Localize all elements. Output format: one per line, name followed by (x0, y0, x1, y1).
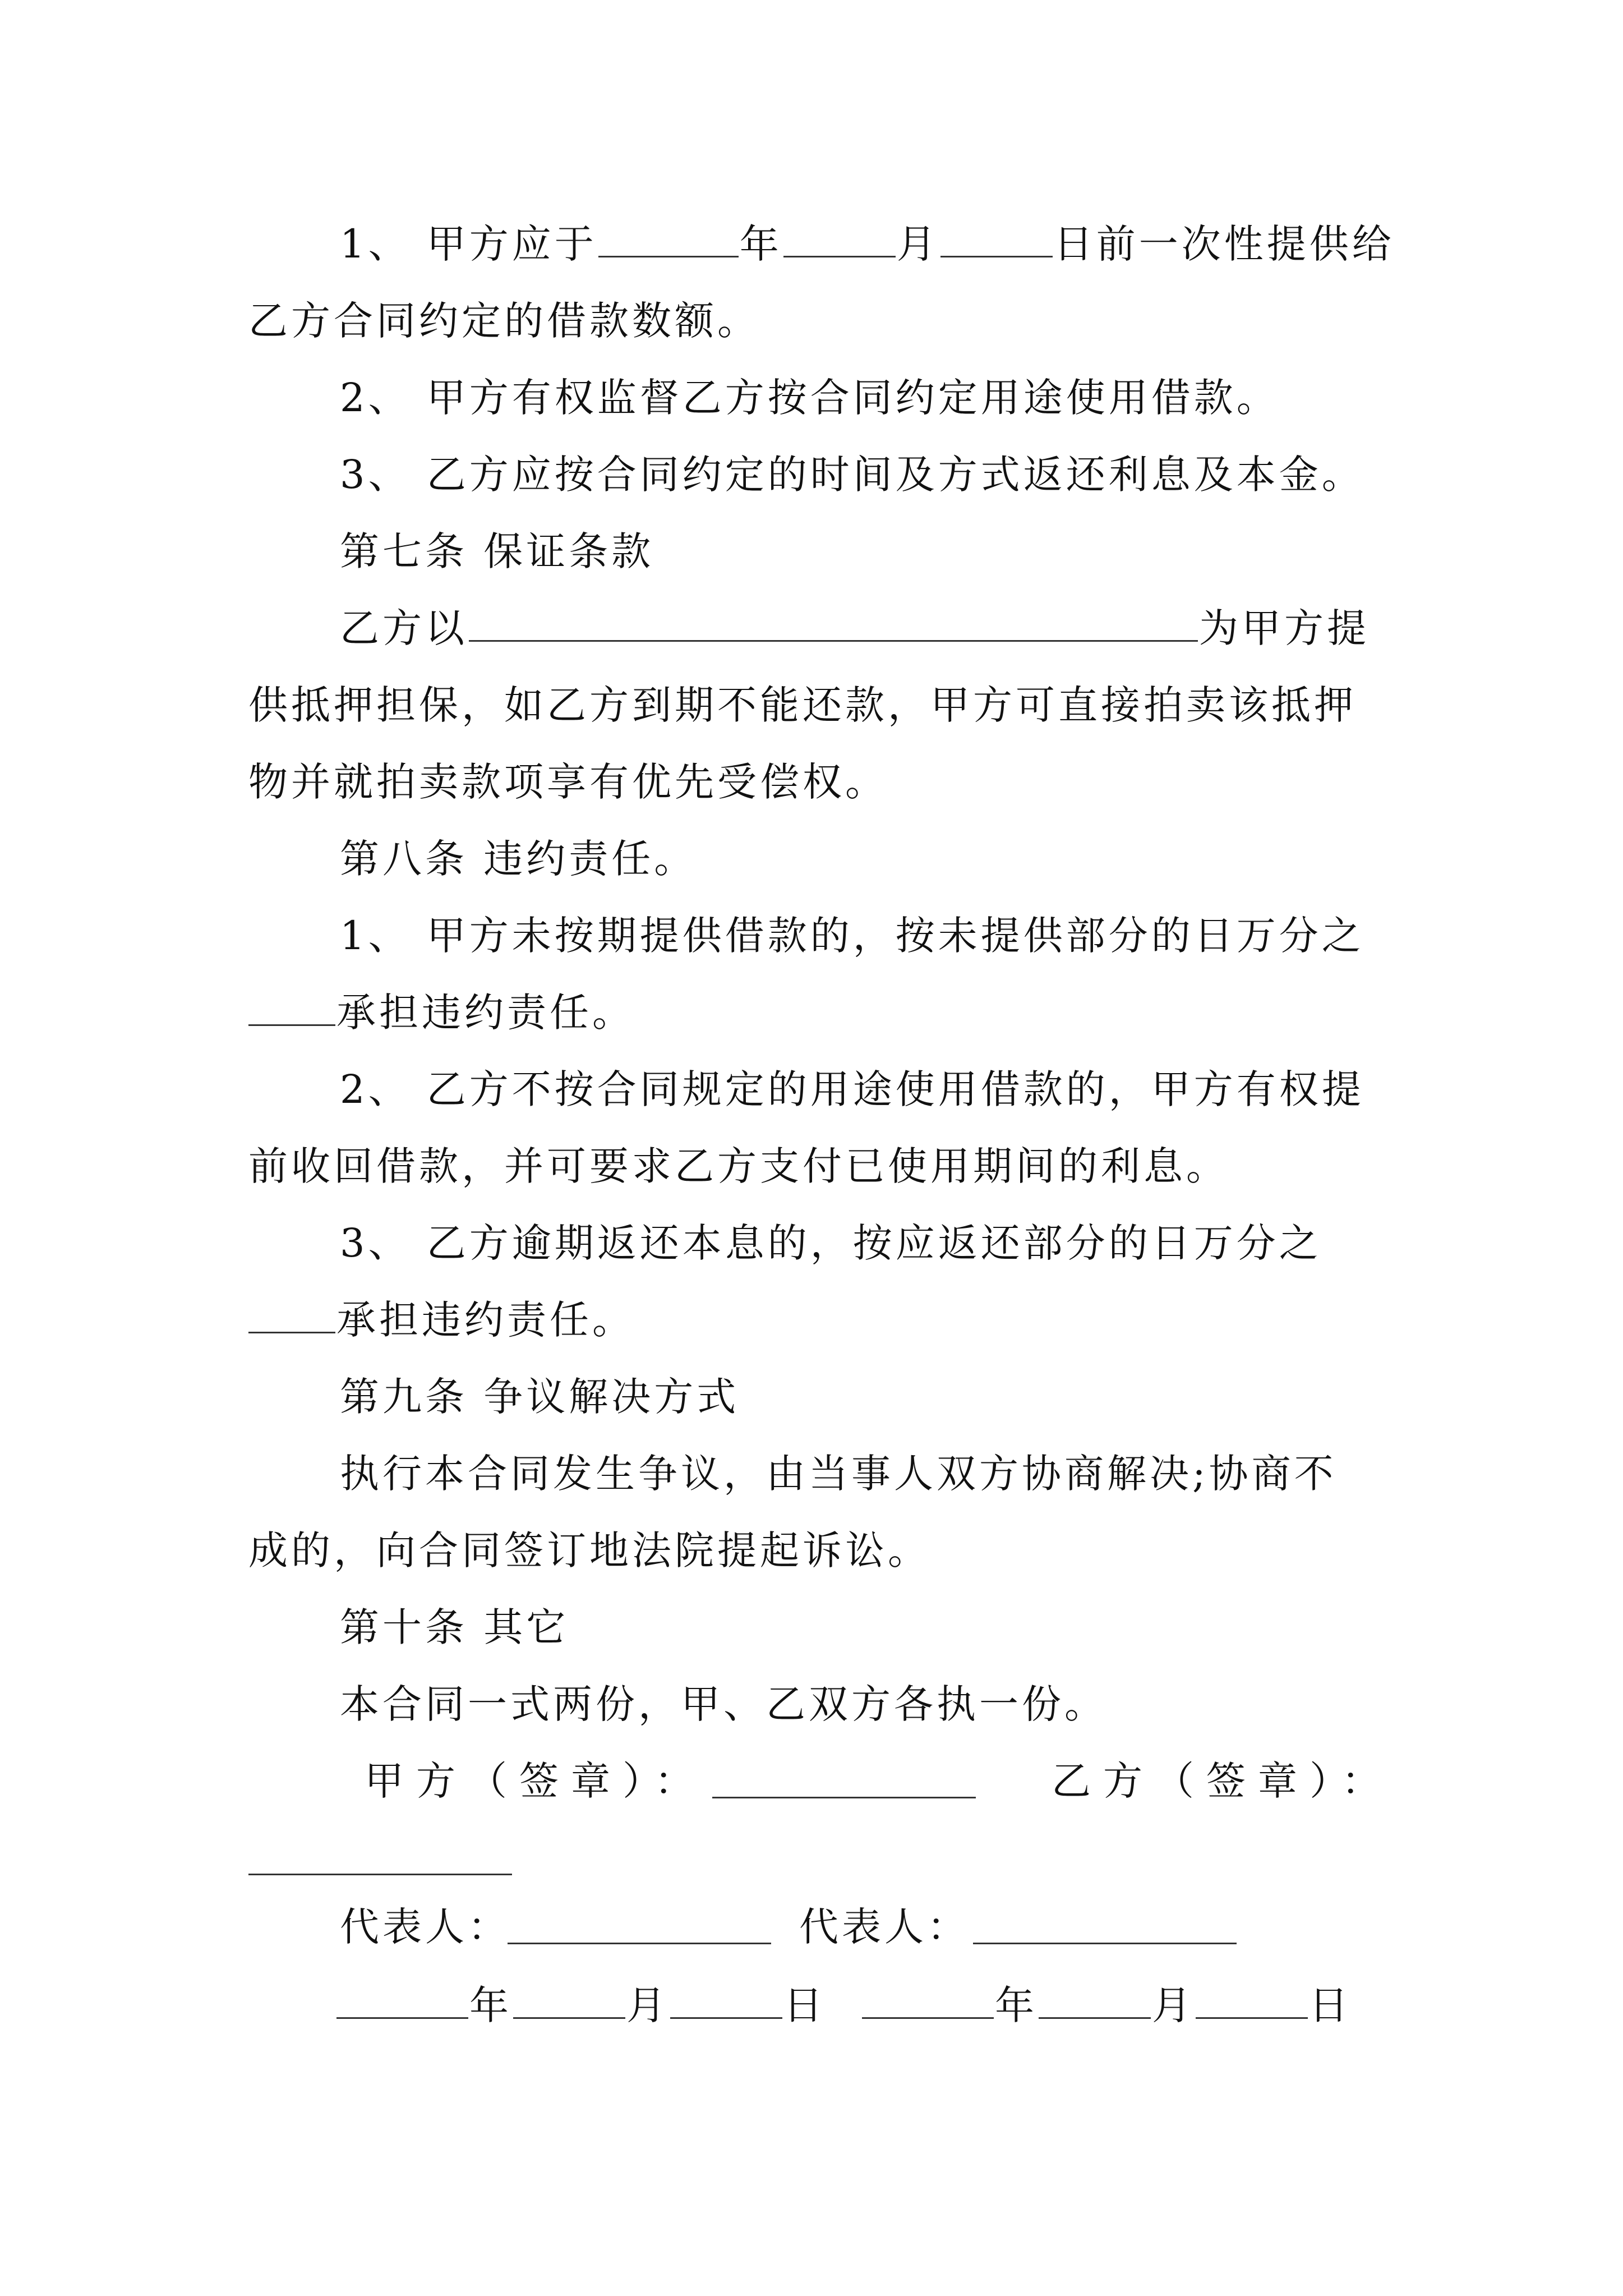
article-9-line-1: 执行本合同发生争议，由当事人双方协商解决;协商不 (340, 1451, 1337, 1497)
blank-collateral[interactable] (469, 601, 1198, 642)
rep-b-line[interactable] (973, 1943, 1237, 1944)
blank-date-a-month[interactable] (513, 1978, 625, 2019)
blank-day[interactable] (940, 217, 1053, 257)
clause-text: 1、 甲方应于 (340, 221, 597, 267)
party-a-signature-line[interactable] (712, 1797, 976, 1798)
date-b (861, 1977, 1352, 2033)
blank-date-b-day[interactable] (1196, 1978, 1308, 2019)
day-label: 日 (783, 1982, 826, 2028)
blank-date-b-month[interactable] (1039, 1978, 1151, 2019)
blank-date-b-year[interactable] (862, 1978, 994, 2019)
article-8-title: 第八条 违约责任。 (340, 836, 697, 882)
rep-b-label: 代表人： (799, 1904, 970, 1950)
clause-6-1-line-2: 乙方合同约定的借款数额。 (248, 298, 760, 344)
article-9-line-2: 成的，向合同签订地法院提起诉讼。 (248, 1527, 930, 1573)
article-7-line-1 (340, 600, 1370, 656)
party-b-signature-label: 乙方（签章）： (1052, 1758, 1393, 1804)
article-7-line-3: 物并就拍卖款项享有优先受偿权。 (248, 759, 888, 805)
blank-rate-1[interactable] (248, 985, 335, 1026)
article-9-title: 第九条 争议解决方式 (340, 1374, 740, 1420)
clause-6-1-line-1 (340, 216, 1395, 272)
article-10-line-1: 本合同一式两份，甲、乙双方各执一份。 (340, 1681, 1107, 1727)
year-label: 年 (995, 1982, 1038, 2028)
clause-8-2-line-1: 2、 乙方不按合同规定的用途使用借款的，甲方有权提 (340, 1066, 1364, 1112)
blank-date-a-day[interactable] (670, 1978, 782, 2019)
clause-6-3: 3、 乙方应按合同约定的时间及方式返还利息及本金。 (340, 452, 1364, 498)
rep-a-line[interactable] (508, 1943, 771, 1944)
party-a-signature-label: 甲方（签章）： (365, 1758, 706, 1804)
month-label: 月 (1152, 1982, 1195, 2028)
clause-8-3-line-1: 3、 乙方逾期返还本息的，按应返还部分的日万分之 (340, 1220, 1322, 1266)
article-7-line-2: 供抵押担保，如乙方到期不能还款，甲方可直接拍卖该抵押 (248, 682, 1357, 728)
blank-month[interactable] (783, 217, 896, 257)
article-7-title: 第七条 保证条款 (340, 528, 654, 574)
day-label: 日 (1309, 1982, 1352, 2028)
blank-rate-2[interactable] (248, 1292, 335, 1333)
year-label: 年 (739, 221, 782, 267)
clause-8-3-line-2 (248, 1292, 635, 1348)
clause-text: 日前一次性提供给 (1053, 221, 1395, 267)
clause-text: 承担违约责任。 (336, 990, 635, 1036)
party-b-signature-line[interactable] (248, 1874, 512, 1875)
month-label: 月 (626, 1982, 669, 2028)
clause-6-2: 2、 甲方有权监督乙方按合同约定用途使用借款。 (340, 375, 1279, 421)
date-a (335, 1977, 826, 2033)
blank-date-a-year[interactable] (336, 1978, 468, 2019)
blank-year[interactable] (598, 217, 739, 257)
clause-8-1-line-2 (248, 984, 635, 1041)
article-10-title: 第十条 其它 (340, 1604, 569, 1650)
clause-text: 为甲方提 (1199, 605, 1370, 651)
clause-8-1-line-1: 1、 甲方未按期提供借款的，按未提供部分的日万分之 (340, 913, 1364, 959)
clause-8-2-line-2: 前收回借款，并可要求乙方支付已使用期间的利息。 (248, 1143, 1229, 1189)
month-label: 月 (896, 221, 939, 267)
year-label: 年 (469, 1982, 512, 2028)
clause-text: 承担违约责任。 (336, 1297, 635, 1343)
rep-a-label: 代表人： (340, 1904, 510, 1950)
clause-text: 乙方以 (340, 605, 468, 651)
